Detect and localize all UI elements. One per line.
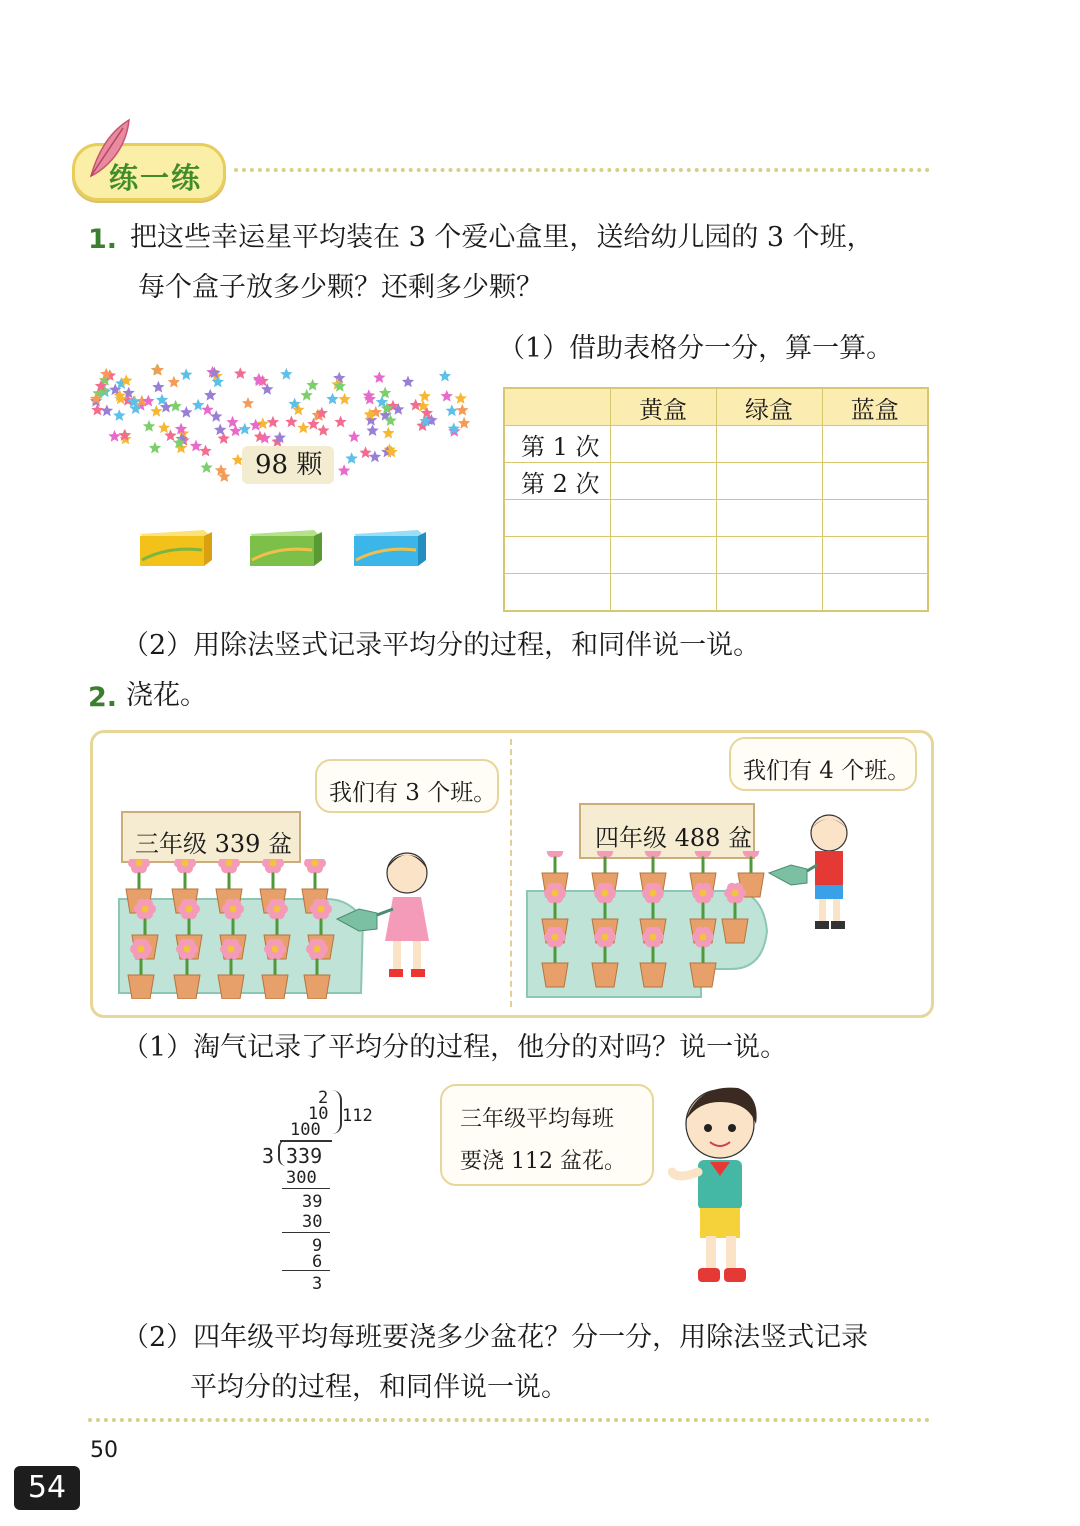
q1-part2: （2）用除法竖式记录平均分的过程，和同伴说一说。 bbox=[122, 630, 761, 661]
lucky-star-icon bbox=[261, 383, 273, 395]
table-cell: 第 2 次 bbox=[504, 463, 610, 500]
lucky-star-icon bbox=[402, 376, 414, 388]
lucky-star-icon bbox=[338, 464, 350, 476]
lucky-star-icon bbox=[369, 451, 381, 463]
remainder-value: 39 bbox=[302, 1192, 323, 1212]
lucky-star-icon bbox=[317, 424, 329, 436]
lucky-star-icon bbox=[214, 424, 226, 436]
dividend: 339 bbox=[286, 1144, 323, 1168]
table-cell bbox=[822, 574, 928, 612]
lucky-star-icon bbox=[226, 416, 238, 428]
lucky-star-icon bbox=[441, 390, 453, 402]
girl-watering-icon bbox=[329, 833, 449, 993]
remainder-value: 9 bbox=[312, 1236, 323, 1256]
table-cell bbox=[504, 537, 610, 574]
lucky-star-icon bbox=[301, 389, 313, 401]
lucky-star-icon bbox=[359, 446, 371, 458]
table-row bbox=[504, 500, 928, 537]
subtraction-line bbox=[282, 1188, 330, 1189]
lucky-star-icon bbox=[180, 368, 192, 380]
page-tab: 54 bbox=[14, 1466, 80, 1510]
yellow-box bbox=[140, 530, 212, 566]
q1-line1: 把这些幸运星平均装在 3 个爱心盒里，送给幼儿园的 3 个班， bbox=[130, 222, 874, 253]
love-boxes bbox=[138, 524, 428, 568]
table-header-cell: 黄盒 bbox=[610, 388, 716, 426]
table-cell bbox=[610, 500, 716, 537]
lucky-star-icon bbox=[285, 416, 297, 428]
table-cell bbox=[504, 574, 610, 612]
table-cell bbox=[716, 463, 822, 500]
girl-speech-bubble bbox=[315, 759, 499, 813]
table-cell bbox=[610, 426, 716, 463]
division-bar bbox=[280, 1140, 332, 1142]
table-cell bbox=[716, 574, 822, 612]
scene-divider bbox=[510, 739, 512, 1007]
subtraction-line bbox=[282, 1232, 330, 1233]
lucky-star-icon bbox=[338, 393, 350, 405]
table-cell bbox=[610, 574, 716, 612]
grade3-sign-text: 三年级 339 盆 bbox=[135, 830, 293, 858]
lucky-star-icon bbox=[382, 427, 394, 439]
boy-watering-icon bbox=[761, 803, 871, 933]
lucky-star-icon bbox=[334, 380, 346, 392]
header-divider bbox=[234, 168, 930, 172]
boy-speech-bubble bbox=[729, 737, 917, 791]
subtract-value: 30 bbox=[302, 1212, 323, 1232]
green-box bbox=[250, 530, 322, 566]
grade3-sign bbox=[121, 811, 301, 863]
lucky-star-icon bbox=[446, 404, 458, 416]
quotient-sum: 112 bbox=[342, 1106, 373, 1126]
table-header-row bbox=[504, 388, 928, 426]
division-bracket bbox=[278, 1140, 286, 1166]
lucky-star-icon bbox=[366, 424, 378, 436]
lucky-star-icon bbox=[158, 421, 170, 433]
table-row bbox=[504, 426, 928, 463]
sharing-table bbox=[503, 387, 929, 612]
lucky-star-icon bbox=[143, 420, 155, 432]
table-row bbox=[504, 463, 928, 500]
lucky-star-icon bbox=[108, 430, 120, 442]
q2-part2-line2: 平均分的过程，和同伴说一说。 bbox=[190, 1372, 568, 1403]
stars-count-label: 98 颗 bbox=[255, 450, 323, 480]
lucky-star-icon bbox=[152, 381, 164, 393]
table-header-cell: 绿盒 bbox=[716, 388, 822, 426]
lucky-star-icon bbox=[439, 370, 451, 382]
lucky-star-icon bbox=[200, 461, 212, 473]
blue-box bbox=[354, 530, 426, 566]
q2-part2-line1: （2）四年级平均每班要浇多少盆花？分一分，用除法竖式记录 bbox=[122, 1322, 869, 1353]
table-cell: 第 1 次 bbox=[504, 426, 610, 463]
section-badge bbox=[72, 143, 226, 201]
watering-scene bbox=[90, 730, 934, 1018]
lucky-star-icon bbox=[239, 423, 251, 435]
grade4-flowers bbox=[521, 851, 771, 1001]
lucky-star-icon bbox=[218, 432, 230, 444]
lucky-star-icon bbox=[297, 422, 309, 434]
lucky-star-icon bbox=[334, 416, 346, 428]
table-cell bbox=[822, 426, 928, 463]
grade4-sign-text: 四年级 488 盆 bbox=[595, 824, 753, 852]
lucky-star-icon bbox=[210, 410, 222, 422]
q1-part1: （1）借助表格分一分，算一算。 bbox=[498, 333, 894, 364]
lucky-star-icon bbox=[345, 452, 357, 464]
subtract-value: 300 bbox=[286, 1168, 317, 1188]
taoqi-speech-line1: 三年级平均每班 bbox=[460, 1107, 615, 1132]
lucky-star-icon bbox=[306, 379, 318, 391]
q2-title: 浇花。 bbox=[126, 680, 207, 711]
lucky-star-icon bbox=[168, 376, 180, 388]
lucky-star-icon bbox=[199, 445, 211, 457]
q1-number: 1. bbox=[88, 224, 118, 255]
lucky-star-icon bbox=[250, 419, 262, 431]
long-division-work bbox=[256, 1088, 386, 1293]
girl-speech-text: 我们有 3 个班。 bbox=[329, 780, 497, 806]
lucky-star-icon bbox=[326, 393, 338, 405]
lucky-star-icon bbox=[234, 367, 246, 379]
lucky-star-icon bbox=[458, 417, 470, 429]
subtract-value: 6 bbox=[312, 1252, 323, 1272]
table-cell bbox=[822, 500, 928, 537]
subtraction-line bbox=[282, 1270, 330, 1271]
quotient-part: 100 bbox=[290, 1120, 321, 1140]
lucky-star-icon bbox=[201, 403, 213, 415]
lucky-star-icon bbox=[204, 389, 216, 401]
footer-divider bbox=[88, 1418, 930, 1422]
lucky-star-icon bbox=[101, 404, 113, 416]
table-cell bbox=[822, 537, 928, 574]
lucky-star-icon bbox=[348, 430, 360, 442]
table-cell bbox=[822, 463, 928, 500]
table-cell bbox=[504, 500, 610, 537]
quotient-part: 10 bbox=[308, 1104, 329, 1124]
table-cell bbox=[610, 463, 716, 500]
lucky-star-icon bbox=[242, 397, 254, 409]
lucky-star-icon bbox=[267, 416, 279, 428]
taoqi-speech-bubble bbox=[440, 1084, 654, 1186]
page-number: 50 bbox=[90, 1438, 118, 1463]
table-cell bbox=[716, 500, 822, 537]
lucky-star-icon bbox=[169, 400, 181, 412]
q1-line2: 每个盒子放多少颗？还剩多少颗？ bbox=[138, 272, 543, 303]
lucky-star-icon bbox=[113, 409, 125, 421]
sum-brace bbox=[332, 1090, 342, 1134]
lucky-star-icon bbox=[280, 368, 292, 380]
divisor: 3 bbox=[262, 1144, 275, 1168]
table-cell bbox=[716, 537, 822, 574]
lucky-star-icon bbox=[180, 406, 192, 418]
taoqi-speech-line2: 要浇 112 盆花。 bbox=[460, 1149, 626, 1174]
table-header-cell: 蓝盒 bbox=[822, 388, 928, 426]
q2-number: 2. bbox=[88, 682, 118, 713]
table-cell bbox=[716, 426, 822, 463]
final-remainder: 3 bbox=[312, 1274, 323, 1294]
lucky-star-icon bbox=[307, 418, 319, 430]
lucky-star-icon bbox=[150, 405, 162, 417]
lucky-star-icon bbox=[379, 387, 391, 399]
lucky-star-icon bbox=[149, 442, 161, 454]
taoqi-boy-icon bbox=[668, 1080, 778, 1290]
table-cell bbox=[610, 537, 716, 574]
section-title: 练一练 bbox=[109, 161, 203, 195]
lucky-star-icon bbox=[419, 390, 431, 402]
lucky-star-icon bbox=[456, 404, 468, 416]
table-row bbox=[504, 537, 928, 574]
boy-speech-text: 我们有 4 个班。 bbox=[743, 758, 911, 784]
table-row bbox=[504, 574, 928, 612]
quotient-part: 2 bbox=[318, 1088, 329, 1108]
table-header-cell bbox=[504, 388, 610, 426]
lucky-star-icon bbox=[373, 371, 385, 383]
q2-part1: （1）淘气记录了平均分的过程，他分的对吗？说一说。 bbox=[122, 1032, 788, 1063]
lucky-star-icon bbox=[455, 392, 467, 404]
